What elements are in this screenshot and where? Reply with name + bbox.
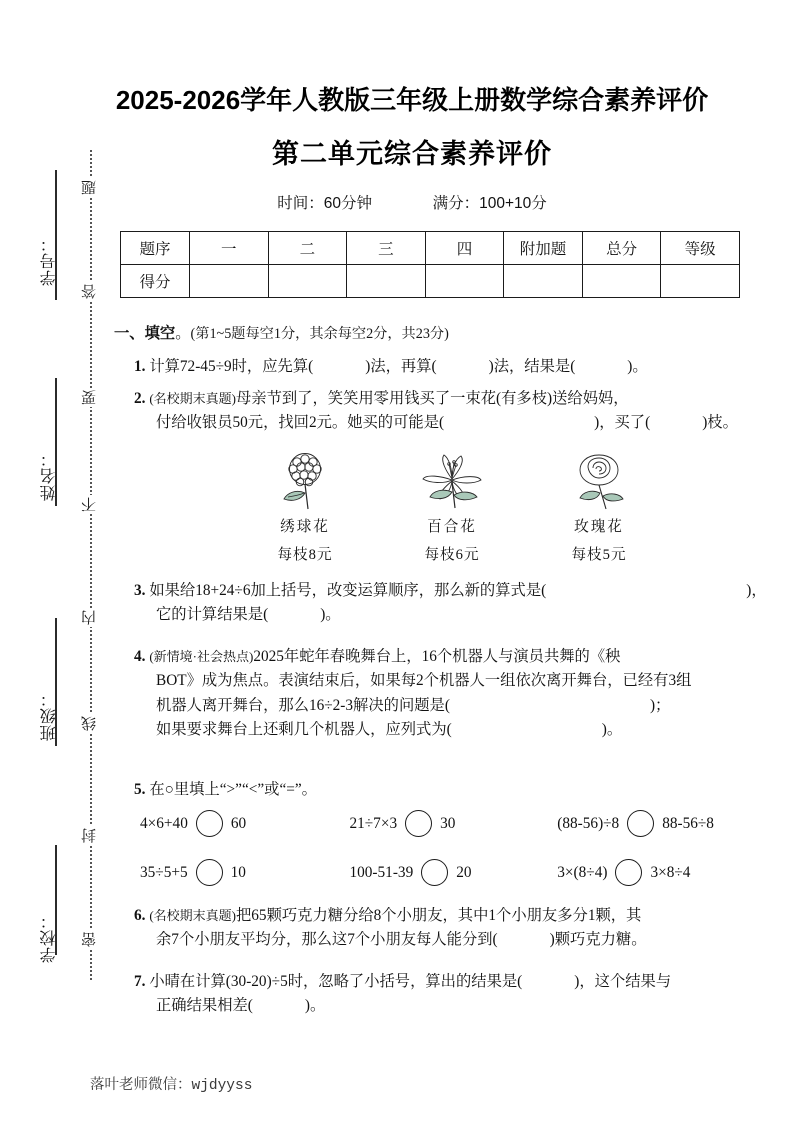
score-table-header-cell: 三	[347, 232, 426, 265]
score-table-header-cell: 题序	[121, 232, 190, 265]
question-line	[134, 391, 738, 406]
compare-item	[557, 810, 750, 837]
question-text: BOT》成为焦点。表演结束后，如果每2个机器人一组依次离开舞台，已经有3组	[156, 672, 692, 690]
section-score-note: (第1~5题每空1分，其余每空2分，共23分)	[190, 326, 449, 342]
question-text: )颗巧克力糖。	[549, 931, 647, 949]
compare-item	[349, 859, 557, 886]
question-tag: (名校期末真题)	[149, 908, 236, 923]
question-line	[134, 673, 691, 688]
question-2	[134, 391, 738, 431]
compare-right-expression: 3×8÷4	[650, 863, 691, 881]
score-table-header-cell: 附加题	[504, 232, 583, 265]
section-heading-fill-in-blanks	[114, 326, 449, 341]
question-text: )，买了(	[594, 414, 651, 432]
question-text: 它的计算结果是(	[156, 606, 269, 624]
compare-right-expression: 30	[440, 814, 456, 832]
rose-flower-icon	[536, 452, 662, 510]
compare-right-expression: 60	[230, 814, 247, 832]
question-text: 机器人离开舞台，那么16÷2-3解决的问题是(	[156, 696, 450, 714]
comparison-circle[interactable]	[196, 810, 223, 837]
flower-price: 每枝6元	[424, 546, 480, 563]
question-text: )枝。	[702, 414, 738, 432]
score-table-header-cell: 等级	[661, 232, 740, 265]
score-input-cell[interactable]	[425, 265, 504, 298]
question-4	[134, 649, 691, 737]
seal-char: 密	[79, 930, 103, 949]
question-line	[134, 359, 648, 374]
question-tag: (名校期末真题)	[149, 391, 236, 406]
score-table-header-cell: 四	[425, 232, 504, 265]
compare-left-expression: (88-56)÷8	[557, 814, 620, 832]
flower-price: 每枝5元	[571, 546, 627, 563]
compare-item	[134, 810, 349, 837]
comparison-circle[interactable]	[615, 859, 642, 886]
compare-row	[134, 805, 750, 842]
question-number: 6.	[134, 907, 146, 924]
exam-meta-row	[112, 191, 712, 213]
class-field-label: 班级：	[41, 690, 58, 741]
question-tag: (新情境·社会热点)	[149, 649, 254, 664]
question-text: )。	[601, 720, 623, 738]
table-row	[121, 232, 740, 265]
question-7	[134, 974, 671, 1014]
seal-dotted-line	[90, 150, 92, 980]
question-3	[134, 583, 767, 623]
page-title: 2025-2026学年人教版三年级上册数学综合素养评价	[115, 85, 709, 115]
section-punct: 。	[175, 325, 191, 342]
compare-left-expression: 35÷5+5	[140, 863, 188, 881]
score-table-header-cell: 一	[190, 232, 269, 265]
question-line	[134, 415, 738, 430]
flower-item-hydrangea	[242, 452, 368, 562]
seal-char: 不	[79, 495, 103, 514]
question-text: 2025年蛇年春晚舞台上，16个机器人与演员共舞的《秧	[253, 648, 621, 665]
footer-watermark	[90, 1073, 252, 1094]
comparison-circle[interactable]	[405, 810, 432, 837]
flower-item-lily	[389, 452, 515, 562]
question-text: 母亲节到了，笑笑用零用钱买了一束花(有多枝)送给妈妈，	[235, 390, 629, 407]
question-text: 如果给18+24÷6加上括号，改变运算顺序，那么新的算式是(	[149, 582, 547, 599]
comparison-circle[interactable]	[627, 810, 654, 837]
question-line	[134, 607, 767, 622]
score-input-cell[interactable]	[504, 265, 583, 298]
score-table	[120, 231, 740, 298]
score-table-row-label: 得分	[121, 265, 190, 298]
footer-note-label: 落叶老师微信：	[90, 1077, 192, 1093]
compare-item	[134, 859, 349, 886]
question-line	[134, 908, 647, 923]
flower-price: 每枝8元	[277, 546, 333, 563]
score-table-header-cell: 二	[268, 232, 347, 265]
seal-char: 答	[79, 282, 103, 301]
question-5	[134, 782, 317, 797]
question-text: 余7个小朋友平均分，那么这7个小朋友每人能分到(	[156, 931, 498, 949]
comparison-circle[interactable]	[421, 859, 448, 886]
question-text: )，	[746, 582, 767, 599]
question-text: )。	[304, 997, 326, 1015]
question-line	[134, 649, 691, 664]
compare-right-expression: 20	[456, 863, 472, 881]
seal-char: 线	[79, 714, 103, 733]
exam-time-label: 时间：60分钟	[277, 195, 372, 212]
seal-char: 内	[79, 608, 103, 627]
question-number: 4.	[134, 648, 146, 665]
question-line	[134, 583, 767, 598]
table-row	[121, 265, 740, 298]
question-number: 2.	[134, 390, 146, 407]
score-input-cell[interactable]	[347, 265, 426, 298]
question-text: 如果要求舞台上还剩几个机器人，应列式为(	[156, 720, 452, 738]
question-line	[134, 974, 671, 989]
page-subtitle: 第二单元综合素养评价	[272, 139, 552, 169]
student-id-field-label: 学号：	[41, 235, 58, 286]
question-1	[134, 359, 648, 374]
question-text: )法，结果是(	[488, 358, 576, 375]
score-input-cell[interactable]	[190, 265, 269, 298]
question-line	[134, 782, 317, 797]
question-number: 5.	[134, 781, 146, 798]
question-text: )，这个结果与	[574, 973, 672, 990]
section-number: 一、	[114, 325, 145, 342]
compare-expressions-grid	[134, 805, 750, 891]
question-line	[134, 932, 647, 947]
seal-margin	[0, 0, 112, 1122]
compare-left-expression: 3×(8÷4)	[557, 863, 608, 881]
compare-item	[557, 859, 750, 886]
question-number: 3.	[134, 582, 146, 599]
seal-char: 封	[79, 826, 103, 845]
question-text: )。	[320, 606, 341, 624]
flower-price-illustration-row	[242, 452, 662, 562]
question-line	[134, 698, 691, 713]
question-6	[134, 908, 647, 948]
score-table-header-cell: 总分	[582, 232, 661, 265]
exam-paper-body	[112, 0, 767, 1122]
compare-item	[349, 810, 557, 837]
compare-left-expression: 21÷7×3	[349, 814, 398, 832]
student-name-field-label: 姓名：	[41, 450, 58, 501]
compare-row	[134, 854, 750, 891]
exam-full-score-label: 满分：100+10分	[432, 195, 547, 212]
school-field-label: 学校：	[41, 912, 58, 963]
compare-right-expression: 10	[230, 863, 246, 881]
comparison-circle[interactable]	[196, 859, 223, 886]
section-name: 填空	[144, 325, 176, 342]
score-input-cell[interactable]	[661, 265, 740, 298]
question-text: )；	[649, 696, 671, 714]
flower-item-rose	[536, 452, 662, 562]
compare-left-expression: 100-51-39	[349, 863, 414, 881]
question-text: 小晴在计算(30-20)÷5时，忽略了小括号，算出的结果是(	[149, 973, 523, 990]
hydrangea-flower-icon	[242, 452, 368, 510]
question-line	[134, 998, 671, 1013]
compare-left-expression: 4×6+40	[140, 814, 188, 832]
question-text: 付给收银员50元，找回2元。她买的可能是(	[156, 414, 445, 432]
flower-name: 绣球花	[280, 519, 330, 535]
question-number: 7.	[134, 973, 146, 990]
question-text: )法，再算(	[365, 358, 437, 375]
question-number: 1.	[134, 358, 146, 375]
seal-char: 要	[79, 388, 103, 407]
question-text: 计算72-45÷9时，应先算(	[149, 358, 314, 375]
flower-name: 百合花	[427, 519, 477, 535]
question-text: 正确结果相差(	[156, 997, 253, 1015]
compare-right-expression: 88-56÷8	[662, 814, 714, 832]
question-line	[134, 722, 691, 737]
question-text: )。	[627, 358, 648, 375]
seal-char: 题	[79, 178, 103, 197]
score-input-cell[interactable]	[582, 265, 661, 298]
question-text: 在○里填上“>”“<”或“=”。	[149, 781, 317, 798]
question-text: 把65颗巧克力糖分给8个小朋友，其中1个小朋友多分1颗，其	[235, 907, 642, 924]
lily-flower-icon	[389, 452, 515, 510]
flower-name: 玫瑰花	[574, 519, 624, 535]
score-input-cell[interactable]	[268, 265, 347, 298]
footer-wechat-id: wjdyyss	[191, 1078, 253, 1094]
